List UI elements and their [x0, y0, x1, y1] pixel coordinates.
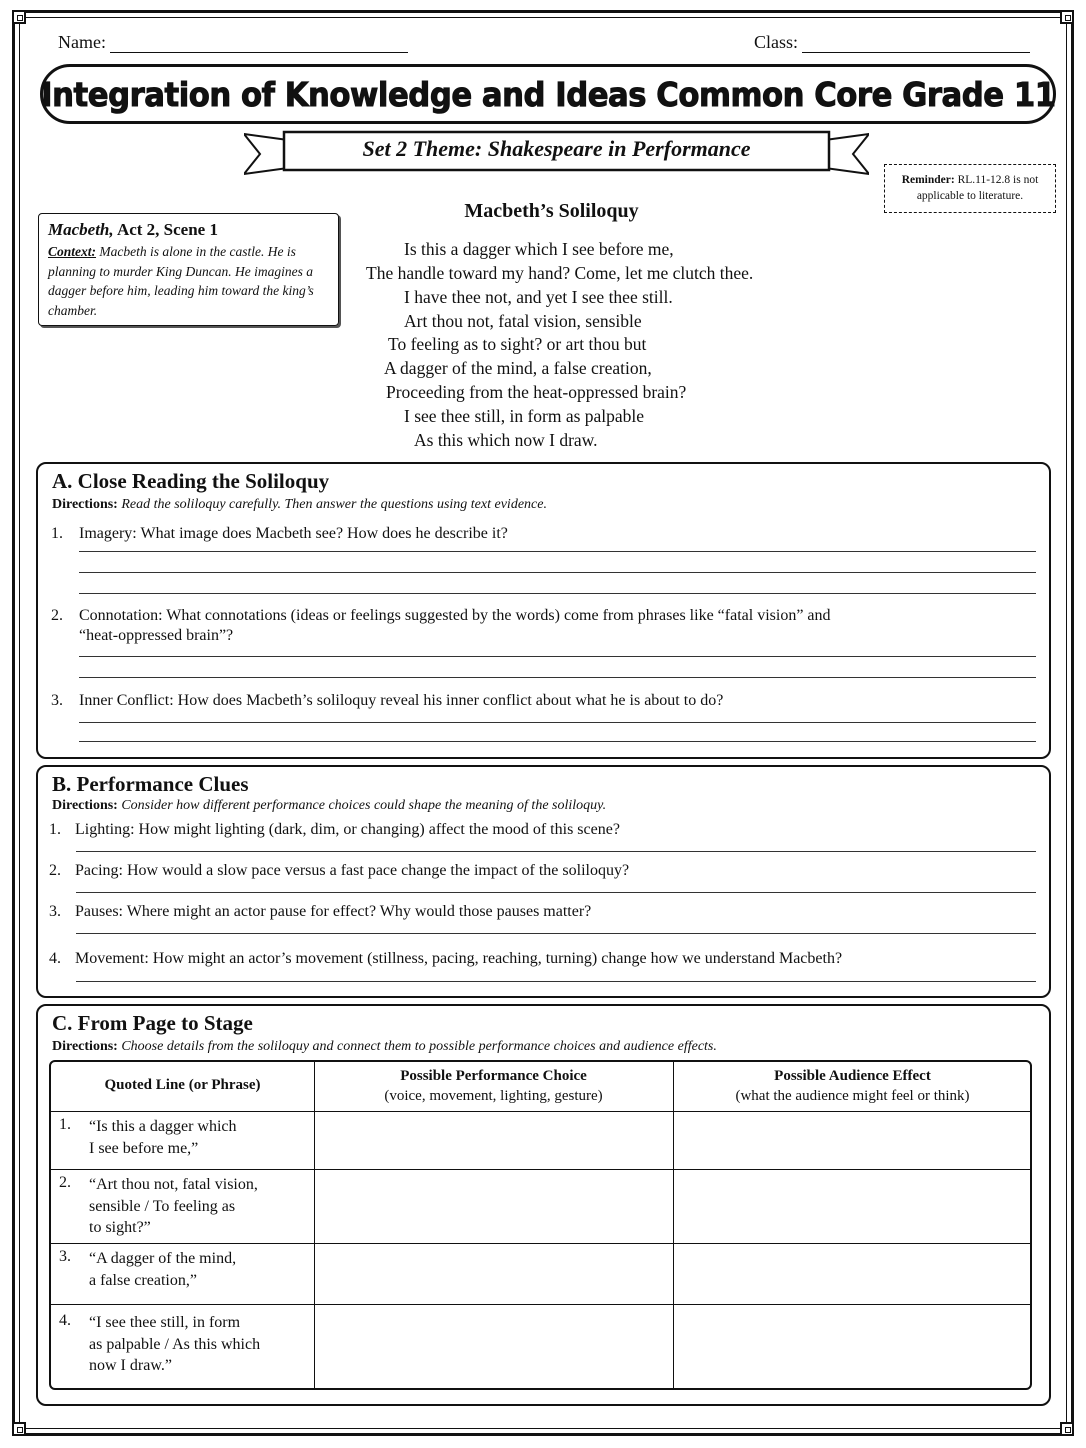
poem-line: I have thee not, and yet I see thee still.: [404, 287, 673, 307]
column-header-label: Quoted Line (or Phrase): [104, 1077, 261, 1093]
question-number: 1.: [51, 525, 63, 542]
directions-text: Consider how different performance choices could shape the meaning of the soliloquy.: [117, 798, 607, 813]
corner-ornament: [1060, 1422, 1074, 1436]
row-divider: [51, 1243, 1030, 1244]
question-text: Imagery: What image does Macbeth see? How does he describe it?: [79, 525, 508, 542]
section-c-title: C. From Page to Stage: [52, 1011, 253, 1035]
reminder-text: RL.11-12.8 is not applicable to literature.: [916, 174, 1039, 202]
question-number: 3.: [51, 692, 63, 709]
quote-line: to sight?”: [89, 1219, 151, 1236]
question-b4: [49, 950, 842, 968]
quote-line: “Is this a dagger which: [89, 1118, 237, 1135]
section-a-directions: [52, 497, 547, 513]
quote-line: a false creation,”: [89, 1271, 197, 1289]
section-a-title: A. Close Reading the Soliloquy: [52, 469, 330, 493]
question-b1: [49, 821, 620, 839]
question-number: 3.: [49, 903, 61, 920]
question-text: Movement: How might an actor’s movement (stillness, pacing, reaching, turning) change how we understand Macbeth?: [75, 950, 843, 967]
poem-line: To feeling as to sight? or art thou but: [388, 334, 647, 354]
column-header-sub: (voice, movement, lighting, gesture): [384, 1088, 603, 1104]
section-b-directions: [52, 798, 606, 814]
poem-line: Art thou not, fatal vision, sensible: [404, 311, 642, 331]
soliloquy-title: Macbeth’s Soliloquy: [464, 200, 639, 222]
section-a: [36, 462, 1051, 759]
quote-line: as palpable / As this which: [89, 1335, 261, 1353]
row-number: 1.: [59, 1116, 71, 1133]
context-body: Macbeth is alone in the castle. He is planning to murder King Duncan. He imagines a dagger before him, leading him toward the king’s chamber.: [48, 244, 314, 318]
quoted-line-cell: [89, 1116, 237, 1159]
answer-line[interactable]: [76, 851, 1036, 852]
row-divider: [51, 1304, 1030, 1305]
name-input-line[interactable]: [110, 33, 408, 53]
question-number: 4.: [49, 950, 61, 967]
class-field[interactable]: [754, 32, 1030, 53]
quote-line: now I draw.”: [89, 1357, 172, 1374]
answer-line[interactable]: [79, 677, 1036, 678]
question-text: Lighting: How might lighting (dark, dim, or changing) affect the mood of this scene?: [75, 821, 620, 838]
answer-line[interactable]: [79, 572, 1036, 573]
section-b: [36, 765, 1051, 998]
column-header-performance-choice: [314, 1066, 673, 1106]
question-a2-cont: “heat-oppressed brain”?: [79, 627, 234, 644]
reminder-label: Reminder:: [901, 174, 955, 186]
quoted-line-cell: [89, 1174, 258, 1239]
corner-ornament: [1060, 10, 1074, 24]
answer-line[interactable]: [79, 656, 1036, 657]
page-title: Integration of Knowledge and Ideas Common Core Grade 11: [40, 74, 1056, 114]
question-a1: [51, 525, 508, 543]
quote-line: I see before me,”: [89, 1139, 199, 1157]
answer-line[interactable]: [79, 722, 1036, 723]
quote-line: sensible / To feeling as: [89, 1197, 236, 1215]
column-header-label: Possible Audience Effect: [774, 1068, 931, 1084]
class-input-line[interactable]: [802, 33, 1030, 53]
section-b-title: B. Performance Clues: [52, 772, 249, 796]
poem-line: I see thee still, in form as palpable: [404, 406, 645, 426]
row-number: 3.: [59, 1248, 71, 1265]
column-header-sub: (what the audience might feel or think): [735, 1088, 970, 1104]
answer-line[interactable]: [79, 593, 1036, 594]
question-text: Pacing: How would a slow pace versus a fast pace change the impact of the soliloquy?: [75, 862, 630, 879]
answer-line[interactable]: [76, 933, 1036, 934]
name-field[interactable]: [58, 32, 408, 53]
poem-line: A dagger of the mind, a false creation,: [384, 358, 652, 378]
banner-title: Set 2 Theme: Shakespeare in Performance: [362, 136, 751, 161]
title-box: [40, 64, 1056, 124]
column-header-label: Possible Performance Choice: [400, 1068, 587, 1084]
question-a3: [51, 692, 723, 710]
directions-label: Directions:: [52, 1039, 118, 1054]
poem-line: The handle toward my hand? Come, let me clutch thee.: [366, 263, 754, 283]
corner-ornament: [12, 1422, 26, 1436]
poem-line: Proceeding from the heat-oppressed brain?: [386, 382, 687, 402]
class-label: Class:: [754, 32, 799, 52]
context-label: Context:: [48, 244, 97, 259]
question-b3: [49, 903, 591, 921]
question-text: Connotation: What connotations (ideas or feelings suggested by the words) come from phrases like “fatal vision” and: [79, 607, 831, 624]
quote-line: “A dagger of the mind,: [89, 1250, 237, 1267]
scene-label: Act 2, Scene 1: [113, 220, 218, 239]
row-number: 2.: [59, 1174, 71, 1191]
question-a2: [51, 607, 831, 625]
quoted-line-cell: [89, 1312, 260, 1377]
directions-label: Directions:: [52, 798, 118, 813]
reminder-box: [884, 164, 1056, 213]
question-number: 2.: [51, 607, 63, 624]
column-header-quoted-line: [51, 1075, 314, 1095]
row-number: 4.: [59, 1312, 71, 1329]
answer-line[interactable]: [79, 741, 1036, 742]
poem-line: Is this a dagger which I see before me,: [404, 239, 674, 259]
context-box: [38, 213, 339, 326]
name-label: Name:: [58, 32, 106, 52]
answer-line[interactable]: [79, 551, 1036, 552]
question-text: Pauses: Where might an actor pause for effect? Why would those pauses matter?: [75, 903, 592, 920]
answer-line[interactable]: [76, 981, 1036, 982]
quoted-line-cell: [89, 1248, 236, 1291]
poem-line: As this which now I draw.: [414, 430, 598, 450]
question-b2: [49, 862, 629, 880]
row-divider: [51, 1111, 1030, 1112]
directions-label: Directions:: [52, 497, 118, 512]
theme-banner: [244, 128, 869, 176]
row-divider: [51, 1169, 1030, 1170]
answer-line[interactable]: [76, 892, 1036, 893]
column-header-audience-effect: [673, 1066, 1032, 1106]
context-heading: [48, 220, 329, 240]
directions-text: Read the soliloquy carefully. Then answer the questions using text evidence.: [117, 497, 547, 512]
question-number: 2.: [49, 862, 61, 879]
section-c-directions: [52, 1039, 717, 1055]
quote-line: “Art thou not, fatal vision,: [89, 1176, 258, 1193]
question-text: Inner Conflict: How does Macbeth’s soliloquy reveal his inner conflict about what he is about to do?: [79, 692, 724, 709]
context-text: [48, 242, 329, 320]
directions-text: Choose details from the soliloquy and connect them to possible performance choices and audience effects.: [117, 1039, 717, 1054]
corner-ornament: [12, 10, 26, 24]
page-to-stage-table: [49, 1060, 1032, 1390]
quote-line: “I see thee still, in form: [89, 1314, 241, 1331]
question-number: 1.: [49, 821, 61, 838]
work-title: Macbeth,: [48, 220, 114, 239]
